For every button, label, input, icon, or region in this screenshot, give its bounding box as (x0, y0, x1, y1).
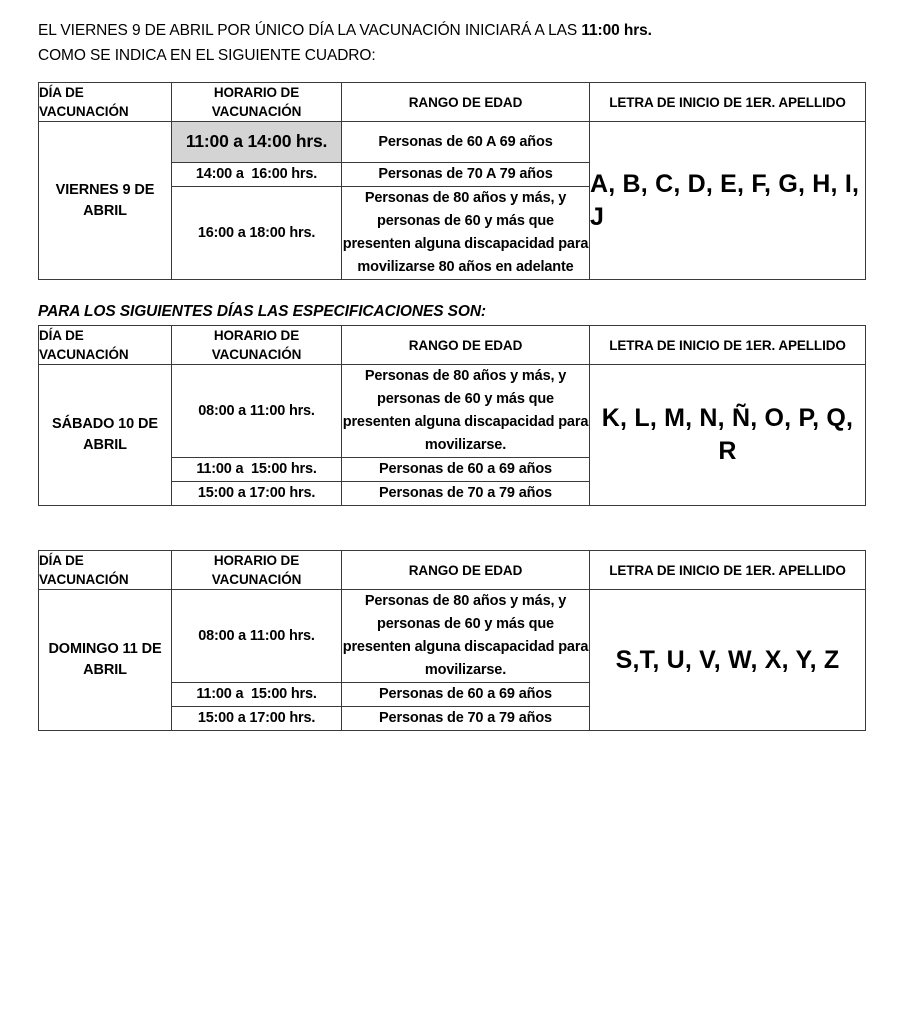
time-cell: 15:00 a 17:00 hrs. (172, 707, 342, 731)
age-cell: Personas de 60 a 69 años (342, 458, 590, 482)
time-cell: 11:00 a 15:00 hrs. (172, 683, 342, 707)
table-header-row (39, 83, 866, 122)
column-header-letter: LETRA DE INICIO DE 1ER. APELLIDO (590, 326, 866, 365)
table-header-row (39, 326, 866, 365)
spacer (38, 280, 867, 302)
age-cell: Personas de 70 a 79 años (342, 482, 590, 506)
age-cell: Personas de 80 años y más, y personas de 60 y más que presenten alguna discapacidad para movilizarse. (342, 365, 590, 458)
letters-cell: S,T, U, V, W, X, Y, Z (590, 590, 866, 731)
age-cell: Personas de 70 A 79 años (342, 163, 590, 187)
column-header-time: HORARIO DE VACUNACIÓN (172, 326, 342, 365)
time-cell: 14:00 a 16:00 hrs. (172, 163, 342, 187)
time-cell: 08:00 a 11:00 hrs. (172, 365, 342, 458)
column-header-day: DÍA DE VACUNACIÓN (39, 551, 172, 590)
age-cell: Personas de 60 A 69 años (342, 122, 590, 163)
column-header-letter: LETRA DE INICIO DE 1ER. APELLIDO (590, 83, 866, 122)
day-cell: DOMINGO 11 DE ABRIL (39, 590, 172, 731)
section-heading: PARA LOS SIGUIENTES DÍAS LAS ESPECIFICACIONES SON: (38, 303, 486, 320)
table-row (39, 365, 866, 458)
intro-line-1-text: EL VIERNES 9 DE ABRIL POR ÚNICO DÍA LA VACUNACIÓN INICIARÁ A LAS (38, 22, 582, 39)
column-header-age: RANGO DE EDAD (342, 326, 590, 365)
age-cell: Personas de 60 a 69 años (342, 683, 590, 707)
intro-line-1 (38, 18, 867, 43)
table-row (39, 122, 866, 163)
time-cell: 15:00 a 17:00 hrs. (172, 482, 342, 506)
spacer (38, 506, 867, 550)
time-cell: 16:00 a 18:00 hrs. (172, 187, 342, 280)
day-cell: SÁBADO 10 DE ABRIL (39, 365, 172, 506)
column-header-age: RANGO DE EDAD (342, 551, 590, 590)
letters-cell: A, B, C, D, E, F, G, H, I, J (590, 122, 866, 280)
column-header-time: HORARIO DE VACUNACIÓN (172, 83, 342, 122)
intro-start-time: 11:00 hrs. (581, 22, 652, 39)
time-cell: 11:00 a 14:00 hrs. (172, 122, 342, 163)
age-cell: Personas de 80 años y más, y personas de 60 y más que presenten alguna discapacidad para movilizarse. (342, 590, 590, 683)
column-header-age: RANGO DE EDAD (342, 83, 590, 122)
column-header-letter: LETRA DE INICIO DE 1ER. APELLIDO (590, 551, 866, 590)
table-row (39, 590, 866, 683)
day-cell: VIERNES 9 DE ABRIL (39, 122, 172, 280)
column-header-day: DÍA DE VACUNACIÓN (39, 83, 172, 122)
intro-line-2: COMO SE INDICA EN EL SIGUIENTE CUADRO: (38, 47, 376, 64)
table-header-row (39, 551, 866, 590)
time-cell: 08:00 a 11:00 hrs. (172, 590, 342, 683)
column-header-time: HORARIO DE VACUNACIÓN (172, 551, 342, 590)
schedule-table-saturday (38, 325, 866, 506)
schedule-table-friday (38, 82, 866, 280)
age-cell: Personas de 70 a 79 años (342, 707, 590, 731)
column-header-day: DÍA DE VACUNACIÓN (39, 326, 172, 365)
time-cell: 11:00 a 15:00 hrs. (172, 458, 342, 482)
letters-cell: K, L, M, N, Ñ, O, P, Q, R (590, 365, 866, 506)
schedule-table-sunday (38, 550, 866, 731)
age-cell: Personas de 80 años y más, y personas de 60 y más que presenten alguna discapacidad para movilizarse 80 años en adelante (342, 187, 590, 280)
intro-paragraph (38, 18, 867, 68)
